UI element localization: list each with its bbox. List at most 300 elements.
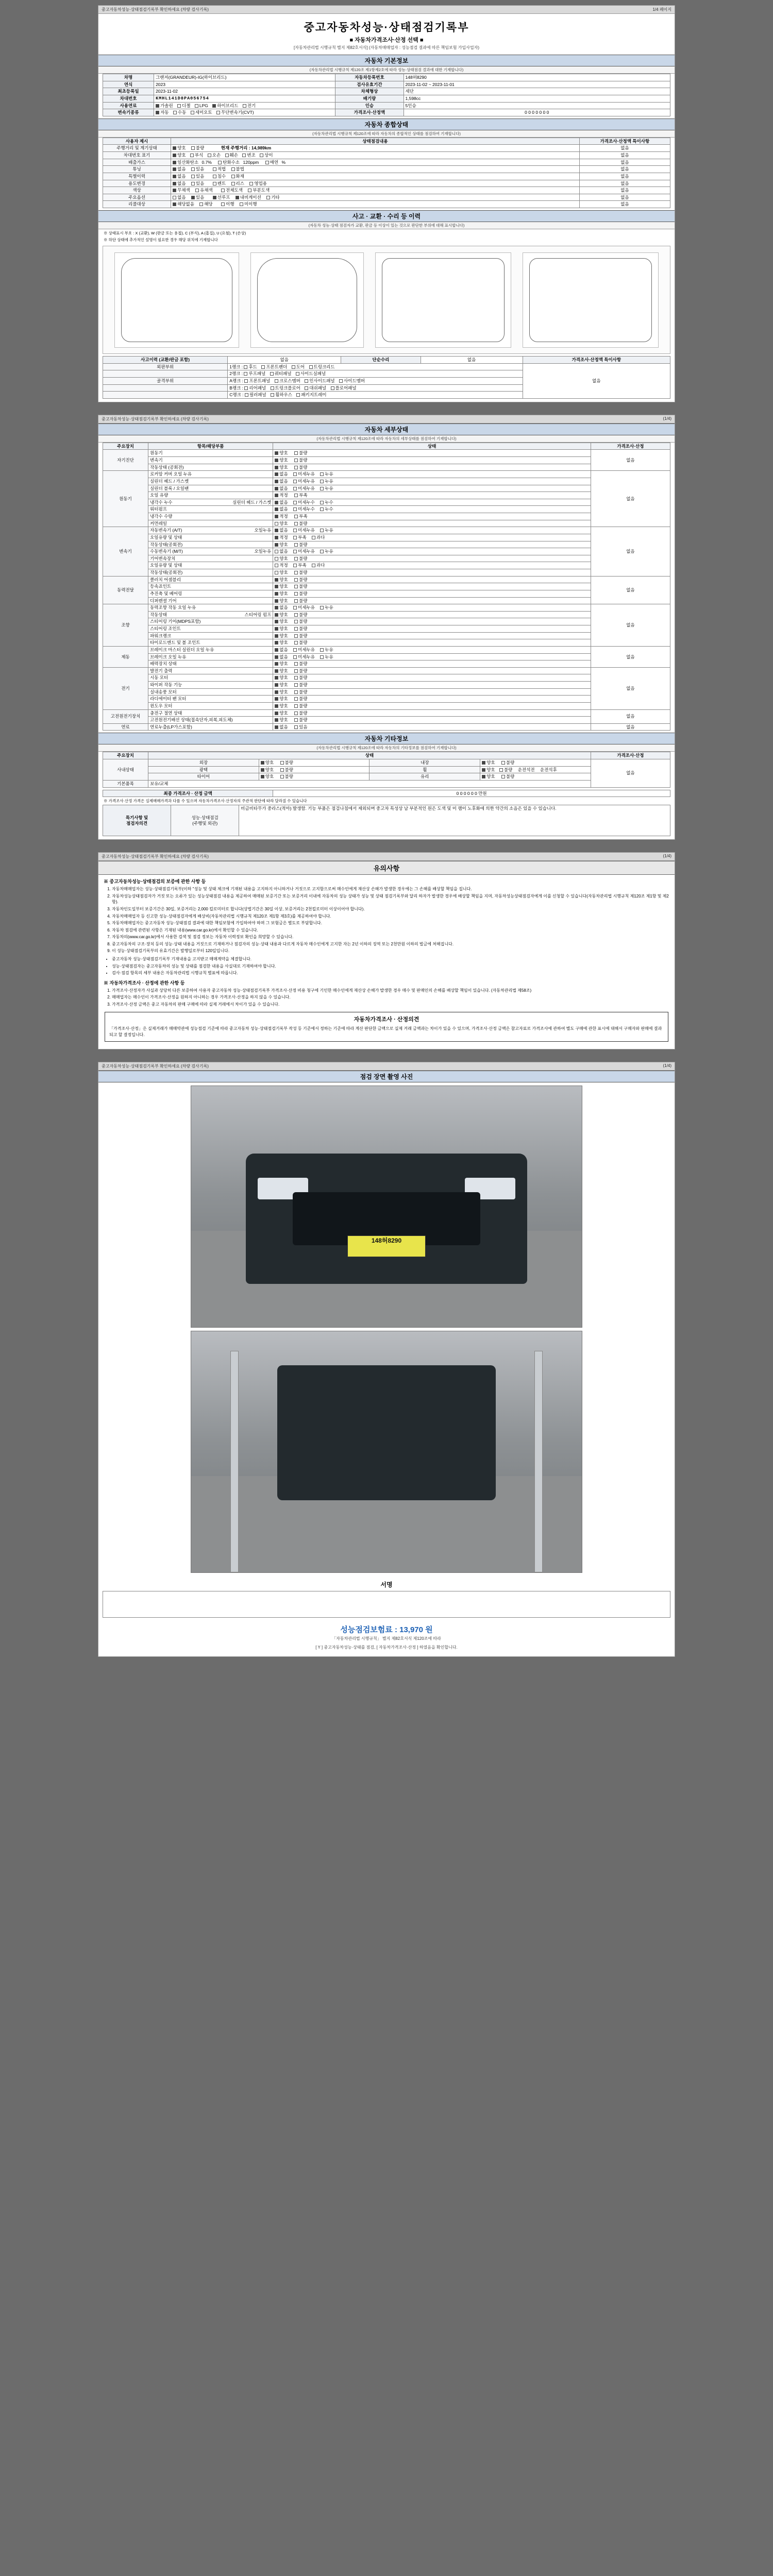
rankC-check-packagetray[interactable] <box>296 393 300 397</box>
radiatorfan-check-bad[interactable] <box>294 697 298 701</box>
detail-header-state: 상태 <box>273 443 591 450</box>
rankA-check-crossmember[interactable] <box>275 379 278 383</box>
trans-opt-manual: 수동 <box>177 110 187 115</box>
engine-head-check-micro[interactable] <box>293 480 297 483</box>
steer-pump-check-good[interactable] <box>275 613 278 617</box>
engine-oil-opt-low: 부족 <box>299 493 308 498</box>
note-transmission: 없음 <box>591 527 670 576</box>
photo-underbody-view[interactable] <box>191 1331 582 1573</box>
glass-check-good[interactable] <box>482 775 485 778</box>
value-vin: KMHL141D8PA056754 <box>154 95 335 102</box>
section-detail-note: (자동차관리법 시행규칙 제120조에 따라 자동차의 세부상태를 점검하여 기재합니다) <box>98 435 675 443</box>
rankA-check-sidemember[interactable] <box>339 379 343 383</box>
vin-check-dirty[interactable] <box>208 154 211 157</box>
coolant-head-check-micro[interactable] <box>293 501 297 504</box>
interior-check-bad[interactable] <box>501 761 505 765</box>
group-highvoltage: 고전원전기장치 <box>103 709 148 723</box>
state-mt-leak <box>273 548 591 555</box>
cvjoint-opt-good: 양호 <box>279 584 288 589</box>
steer-joint-check-bad[interactable] <box>294 627 298 631</box>
rankB-check-floorpanel[interactable] <box>331 386 334 390</box>
brake-master-check-micro[interactable] <box>293 648 297 652</box>
label-frame-2 <box>103 384 228 392</box>
other-value-exterior <box>259 759 369 767</box>
engine-rocker-check-leak[interactable] <box>320 472 324 476</box>
photo-lift-post-left <box>230 1351 239 1573</box>
chargeport-check-good[interactable] <box>275 711 278 715</box>
mt-leak-check-none[interactable] <box>275 550 278 553</box>
at-operation-check-bad[interactable] <box>294 543 298 547</box>
damage-diagram[interactable] <box>103 246 670 354</box>
engine-oil-check-low[interactable] <box>294 494 298 497</box>
notice-item: 1. 자동차매매업자는 성능·상태점검기록부(이하 "성능 및 상태 체크에 기재된 내용을 고지하지 아니하거나 거짓으로 고지함으로써 매수인에게 재산상 손해가 발생한 경우에는 그 손해를 배상할 책임을 집니다. <box>112 886 669 892</box>
brake-oil-check-leak[interactable] <box>320 655 324 659</box>
detail-header-device: 주요장치 <box>103 443 148 450</box>
selfdiag-engine-check-bad[interactable] <box>294 451 298 455</box>
detail-header-note: 가격조사·산정 <box>591 443 670 450</box>
alternator-check-bad[interactable] <box>294 669 298 673</box>
at-leak-check-none[interactable] <box>275 529 278 532</box>
usechange-check-yes[interactable] <box>191 182 195 185</box>
selfdiag-engine-check-good[interactable] <box>275 451 278 455</box>
rankC-item-packagetray: 패키지트레이 <box>301 392 327 398</box>
steer-powercrank-check-good[interactable] <box>275 634 278 638</box>
diff-check-good[interactable] <box>275 599 278 603</box>
state-engine-head <box>273 478 591 485</box>
page2-topbar <box>98 415 675 423</box>
group-powertrain: 동력전달 <box>103 576 148 604</box>
polish-check-bad[interactable] <box>280 768 284 772</box>
mileage-check-good[interactable] <box>173 146 176 150</box>
steer-leak-opt-none: 없음 <box>279 605 288 611</box>
row-history-note: 없음 <box>579 173 670 180</box>
cvjoint-check-bad[interactable] <box>294 585 298 588</box>
glass-opt-good: 양호 <box>486 774 495 779</box>
group-engine: 원동기 <box>103 471 148 527</box>
usechange-check-lease[interactable] <box>231 182 235 185</box>
tuning-check-none[interactable] <box>173 167 176 171</box>
rank2-check-sidesill[interactable] <box>296 372 299 376</box>
starter-opt-good: 양호 <box>279 675 288 681</box>
coolant-head-check-leak[interactable] <box>320 501 324 504</box>
waterpump-check-none[interactable] <box>275 507 278 511</box>
mt-oillevel-check-ok[interactable] <box>275 564 278 567</box>
mt-oillevel-check-low[interactable] <box>293 564 297 567</box>
windowmotor-check-good[interactable] <box>275 704 278 708</box>
options-check-etc[interactable] <box>266 196 270 199</box>
usechange-opt-yes: 있음 <box>195 180 205 186</box>
notice-item: 4. 자동차매매업자 등 신고한 성능·상태점검자에게 배상비(자동차관리법 시행규칙 제120조 제1항 제3호)를 제공하여야 합니다. <box>112 913 669 920</box>
row-tuning-value <box>171 166 580 173</box>
tuning-check-illegal[interactable] <box>231 167 235 171</box>
brake-booster-check-good[interactable] <box>275 662 278 666</box>
value-simple-repair: 없음 <box>421 357 523 364</box>
at-operation-opt-bad: 불량 <box>299 541 308 547</box>
wheel-opt-bad: 불량 <box>503 767 513 772</box>
usechange-check-biz[interactable] <box>249 182 253 185</box>
section-accident-head: 사고 · 교환 · 수리 등 이력 <box>98 210 675 222</box>
other-note-value: 없음 <box>591 759 670 788</box>
radiatorfan-check-good[interactable] <box>275 697 278 701</box>
rankB-item-trunkfloor: 트렁크플로어 <box>275 385 300 391</box>
brake-oil-check-none[interactable] <box>275 655 278 659</box>
blower-check-bad[interactable] <box>294 690 298 694</box>
part-engine-waterpump: 워터펌프 <box>148 506 273 513</box>
recall-opt-notdone: 미이행 <box>244 201 257 207</box>
mt-oillevel-opt-low: 부족 <box>298 563 307 568</box>
value-year: 2023 <box>154 81 335 88</box>
rankC-check-pillar[interactable] <box>245 393 248 397</box>
rankA-item-frontpanel: 프론트패널 <box>249 378 271 383</box>
polish-opt-good: 양호 <box>265 767 274 772</box>
label-price-survey: 가격조사·산정액 <box>335 109 404 116</box>
commonrail-check-bad[interactable] <box>294 522 298 526</box>
fuel-opt-hybrid: 하이브리드 <box>217 103 239 108</box>
part-engine-rocker: 로커암 커버 오일 누유 <box>148 471 273 478</box>
selfdiag-trans-opt-bad: 불량 <box>299 457 308 463</box>
at-leak-check-micro[interactable] <box>293 529 297 532</box>
value-plate: 148허8290 <box>404 74 670 81</box>
coolant-level-check-low[interactable] <box>294 515 298 518</box>
clutch-check-bad[interactable] <box>294 578 298 582</box>
part-selfdiag-trans: 변속기 <box>148 457 273 464</box>
vin-check-good[interactable] <box>173 154 176 157</box>
group-fuel: 연료 <box>103 723 148 731</box>
history-check-fire[interactable] <box>231 175 235 178</box>
brake-master-check-leak[interactable] <box>320 648 324 652</box>
at-oillevel-check-low[interactable] <box>293 536 297 539</box>
chargeport-check-bad[interactable] <box>294 711 298 715</box>
value-frame-rankC: C랭크 : 필러패널 휠하우스 패키지트레이 <box>228 392 523 399</box>
steer-leak-check-leak[interactable] <box>320 606 324 609</box>
page4-topbar <box>98 1062 675 1071</box>
glass-opt-bad: 불량 <box>506 774 515 779</box>
history-opt-none: 없음 <box>177 173 186 179</box>
trans-check-manual[interactable] <box>173 111 177 114</box>
selfdiag-trans-check-good[interactable] <box>275 459 278 462</box>
other-value-wheel <box>480 766 591 773</box>
steer-joint-check-good[interactable] <box>275 627 278 631</box>
note-powertrain: 없음 <box>591 576 670 604</box>
blower-opt-bad: 불량 <box>299 689 308 694</box>
value-transmission-options <box>154 109 335 116</box>
vin-check-damage[interactable] <box>225 154 229 157</box>
waterpump-check-leak[interactable] <box>320 507 324 511</box>
polish-check-good[interactable] <box>261 768 264 772</box>
glass-check-bad[interactable] <box>501 775 505 778</box>
label-fuel: 사용연료 <box>103 102 154 109</box>
label-accident-history: 사고이력 (교환/판금 포함) <box>103 357 228 364</box>
cvjoint-check-good[interactable] <box>275 585 278 588</box>
part-alternator: 발전기 출력 <box>148 667 273 674</box>
history-opt-fire: 화재 <box>236 173 244 179</box>
engine-block-check-none[interactable] <box>275 487 278 490</box>
photo-license-plate: 148허8290 <box>347 1235 426 1257</box>
wiper-check-good[interactable] <box>275 683 278 687</box>
recall-check-yes[interactable] <box>199 202 203 206</box>
fuel-check-lpg[interactable] <box>195 104 198 108</box>
hvwiring-check-bad[interactable] <box>294 718 298 722</box>
options-check-none[interactable] <box>173 196 176 199</box>
part-steer-powercrank: 파워크랭크 <box>148 632 273 639</box>
rankA-item-insidepanel: 인사이드패널 <box>309 378 335 383</box>
propshaft-check-bad[interactable] <box>294 592 298 596</box>
engine-head-check-none[interactable] <box>275 480 278 483</box>
engine-rocker-opt-micro: 미세누유 <box>298 471 315 477</box>
trans-check-auto[interactable] <box>156 111 159 114</box>
page3-topbar-left: 중고자동차성능·상태점검기록부 확인하세요 (차량 검사기록) <box>102 854 209 859</box>
tuning-check-yes[interactable] <box>191 167 195 171</box>
fuel-check-gasoline[interactable] <box>156 104 159 108</box>
notice-item: 9. 이 성능·상태점검기록부의 유효기간은 발행일로부터 120일입니다. <box>112 948 669 954</box>
mt-gearshift-check-bad[interactable] <box>294 557 298 561</box>
fuelleak-check-none[interactable] <box>275 725 278 729</box>
brake-master-opt-leak: 누유 <box>325 647 333 652</box>
rank1-item-door: 도어 <box>296 364 305 369</box>
history-check-yes[interactable] <box>191 175 195 178</box>
fuel-check-diesel[interactable] <box>177 104 181 108</box>
note-electric: 없음 <box>591 667 670 709</box>
at-operation-opt-good: 양호 <box>279 541 288 547</box>
propshaft-check-good[interactable] <box>275 592 278 596</box>
engine-oil-check-ok[interactable] <box>275 494 278 497</box>
mt-oillevel-check-over[interactable] <box>312 564 315 567</box>
topbar-right-text: 1/4 페이지 <box>652 7 671 12</box>
row-usechange-note: 없음 <box>579 180 670 187</box>
state-mt-gearshift <box>273 555 591 562</box>
history-opt-yes: 있음 <box>195 173 205 179</box>
rank1-check-fender[interactable] <box>261 365 265 369</box>
blower-check-good[interactable] <box>275 690 278 694</box>
wiper-check-bad[interactable] <box>294 683 298 687</box>
mt-gearshift-check-good[interactable] <box>275 557 278 561</box>
options-opt-etc: 기타 <box>271 194 280 200</box>
exterior-check-bad[interactable] <box>280 761 284 765</box>
signature-box[interactable] <box>103 1591 670 1618</box>
rank1-item-trunk: 트렁크리드 <box>313 364 335 369</box>
part-diff: 디퍼렌셜 기어 <box>148 597 273 604</box>
state-radiatorfan <box>273 696 591 703</box>
engine-head-check-leak[interactable] <box>320 480 324 483</box>
wiper-opt-good: 양호 <box>279 682 288 687</box>
mileage-check-bad[interactable] <box>191 146 195 150</box>
rankA-check-insidepanel[interactable] <box>305 379 308 383</box>
coolant-head-check-none[interactable] <box>275 501 278 504</box>
at-operation-check-good[interactable] <box>275 543 278 547</box>
brake-master-check-none[interactable] <box>275 648 278 652</box>
rank1-check-hood[interactable] <box>244 365 247 369</box>
engine-rocker-check-micro[interactable] <box>293 472 297 476</box>
steer-powercrank-check-bad[interactable] <box>294 634 298 638</box>
row-color-value <box>171 187 580 194</box>
engine-rocker-check-none[interactable] <box>275 472 278 476</box>
at-oillevel-check-ok[interactable] <box>275 536 278 539</box>
section-accident-note: (자동차 성능·상태 점검자가 교환, 판금 등 이상이 있는 것으로 판단한 부위에 대해 표시합니다) <box>98 222 675 229</box>
fuel-opt-gasoline: 가솔린 <box>160 103 173 108</box>
page-1 <box>98 5 675 402</box>
steer-leak-check-none[interactable] <box>275 606 278 609</box>
rank1-check-trunk[interactable] <box>309 365 313 369</box>
steer-pump-check-bad[interactable] <box>294 613 298 617</box>
windowmotor-check-bad[interactable] <box>294 704 298 708</box>
wheel-check-bad[interactable] <box>499 768 503 772</box>
other-group-basic: 기본품목 <box>103 780 148 787</box>
emission-check-hc[interactable] <box>218 161 222 164</box>
exterior-check-good[interactable] <box>261 761 264 765</box>
rank1-check-door[interactable] <box>292 365 295 369</box>
vin-opt-corrosion: 부식 <box>194 152 204 158</box>
row-history-value <box>171 173 580 180</box>
state-mt-operation <box>273 569 591 577</box>
diff-opt-bad: 불량 <box>299 598 308 603</box>
rank2-item-sidesill: 사이드실패널 <box>300 371 326 377</box>
state-engine-waterpump <box>273 506 591 513</box>
recall-check-done[interactable] <box>221 202 225 206</box>
tuning-check-legal[interactable] <box>213 167 216 171</box>
commonrail-check-good[interactable] <box>275 522 278 526</box>
selfdiag-idle-check-bad[interactable] <box>294 466 298 469</box>
selfdiag-idle-check-good[interactable] <box>275 466 278 469</box>
engine-block-check-micro[interactable] <box>293 487 297 490</box>
recall-check-notdone[interactable] <box>240 202 243 206</box>
fuel-check-hybrid[interactable] <box>212 104 216 108</box>
rank2-item-quarter: 쿼터패널 <box>274 371 292 377</box>
at-leak-check-leak[interactable] <box>320 529 324 532</box>
coolant-level-check-ok[interactable] <box>275 515 278 518</box>
vin-check-diff[interactable] <box>260 154 263 157</box>
mt-operation-check-good[interactable] <box>275 571 278 574</box>
mileage-opt-good: 양호 <box>177 145 186 151</box>
rankA-check-frontpanel[interactable] <box>244 379 248 383</box>
alternator-opt-bad: 불량 <box>299 668 308 673</box>
notice-item: 6. 자동차 점검에 관련된 사항은 기재된 내용(www.car.go.kr)에서 확인할 수 있습니다. <box>112 927 669 934</box>
propshaft-opt-bad: 불량 <box>299 590 308 596</box>
footer-line-1: 「자동차관리법 시행규칙」 별지 제82호서식 제120조에 따라 <box>332 1636 441 1641</box>
color-check-partial[interactable] <box>248 189 251 192</box>
steer-op-label: 작동상태 <box>150 612 167 617</box>
rankB-check-rearpanel[interactable] <box>244 386 248 390</box>
vin-check-corrosion[interactable] <box>190 154 194 157</box>
label-year: 연식 <box>103 81 154 88</box>
vin-check-altered[interactable] <box>242 154 246 157</box>
steer-tierod-check-bad[interactable] <box>294 641 298 645</box>
history-check-none[interactable] <box>173 175 176 178</box>
rank2-check-roof[interactable] <box>244 372 247 376</box>
other-value-interior <box>480 759 591 767</box>
mt-oillevel-opt-ok: 적정 <box>279 563 288 568</box>
options-check-nav[interactable] <box>236 196 239 199</box>
brake-booster-check-bad[interactable] <box>294 662 298 666</box>
usechange-check-rent[interactable] <box>213 182 216 185</box>
steer-leak-check-micro[interactable] <box>293 606 297 609</box>
color-opt-chroma: 유채색 <box>200 188 213 193</box>
starter-check-bad[interactable] <box>294 676 298 680</box>
steer-gear-check-good[interactable] <box>275 620 278 623</box>
color-check-achroma[interactable] <box>173 189 176 192</box>
mt-operation-check-bad[interactable] <box>294 571 298 574</box>
waterpump-check-micro[interactable] <box>293 507 297 511</box>
label-frame: 골격부위 <box>103 377 228 384</box>
row-mileage-note: 없음 <box>579 145 670 152</box>
fuel-check-ev[interactable] <box>243 104 246 108</box>
note-brake: 없음 <box>591 646 670 667</box>
starter-check-good[interactable] <box>275 676 278 680</box>
tire-check-good[interactable] <box>261 775 264 778</box>
at-oillevel-check-over[interactable] <box>312 536 315 539</box>
steer-tierod-check-good[interactable] <box>275 641 278 645</box>
engine-block-opt-leak: 누유 <box>325 485 333 491</box>
color-check-chroma[interactable] <box>195 189 199 192</box>
brake-oil-check-micro[interactable] <box>293 655 297 659</box>
interior-check-good[interactable] <box>482 761 485 765</box>
state-steer-powercrank <box>273 632 591 639</box>
engine-head-opt-none: 없음 <box>279 478 288 484</box>
other-info-table <box>103 752 670 787</box>
options-opt-sunroof: 선루프 <box>217 194 230 200</box>
clutch-check-good[interactable] <box>275 578 278 582</box>
engine-rocker-opt-none: 없음 <box>279 471 288 477</box>
emission-check-co[interactable] <box>173 161 176 164</box>
brake-booster-opt-bad: 불량 <box>299 661 308 667</box>
commonrail-opt-good: 양호 <box>279 520 288 526</box>
selfdiag-trans-check-bad[interactable] <box>294 459 298 462</box>
fuelleak-check-yes[interactable] <box>294 725 298 729</box>
engine-block-check-leak[interactable] <box>320 487 324 490</box>
trans-check-cvt[interactable] <box>216 111 220 114</box>
usechange-check-none[interactable] <box>173 182 176 185</box>
rank2-check-quarter[interactable] <box>270 372 274 376</box>
rankB-check-trunkfloor[interactable] <box>271 386 274 390</box>
fuel-opt-ev: 전기 <box>247 103 256 108</box>
options-check-sunroof[interactable] <box>213 196 216 199</box>
photo-car-underbody <box>277 1365 496 1500</box>
label-car-name: 차명 <box>103 74 154 81</box>
tire-check-bad[interactable] <box>280 775 284 778</box>
row-tuning-note: 없음 <box>579 166 670 173</box>
mt-leak-check-micro[interactable] <box>293 550 297 553</box>
mt-leak-check-leak[interactable] <box>320 550 324 553</box>
emission-check-smoke[interactable] <box>265 161 269 164</box>
recall-check-na[interactable] <box>173 202 176 206</box>
rankC-check-wheelhouse[interactable] <box>271 393 274 397</box>
photo-front-view[interactable] <box>191 1086 582 1328</box>
fuelleak-opt-yes: 있음 <box>299 724 308 730</box>
signature-area <box>98 1576 675 1621</box>
row-color-note: 없음 <box>579 187 670 194</box>
diff-check-bad[interactable] <box>294 599 298 603</box>
section-overall-head: 자동차 종합상태 <box>98 118 675 130</box>
options-check-yes[interactable] <box>191 196 195 199</box>
section-basic-info-head: 자동차 기본정보 <box>98 55 675 66</box>
other-label-exterior: 외장 <box>148 759 259 767</box>
wheel-check-good[interactable] <box>482 768 485 772</box>
interior-opt-good: 양호 <box>486 760 495 765</box>
state-engine-commonrail <box>273 520 591 527</box>
alternator-check-good[interactable] <box>275 669 278 673</box>
wheel-rear-label: 운전석후 <box>540 767 557 772</box>
notice-list-3 <box>112 988 669 1008</box>
trans-check-semi[interactable] <box>191 111 194 114</box>
part-radiatorfan: 라디에이터 팬 모터 <box>148 696 273 703</box>
notice-item: 5. 자동차매매업자는 중고자동차 성능·상태점검 결과에 대한 책임보험에 가입하여야 하며 그 보험금은 별도로 부담합니다. <box>112 920 669 926</box>
at-sub-leak: 오일누유 <box>254 528 272 533</box>
steer-gear-check-bad[interactable] <box>294 620 298 623</box>
polish-opt-bad: 불량 <box>284 767 294 772</box>
hvwiring-check-good[interactable] <box>275 718 278 722</box>
rankB-check-dashpanel[interactable] <box>305 386 308 390</box>
history-check-flood[interactable] <box>213 175 216 178</box>
color-check-full[interactable] <box>221 189 225 192</box>
